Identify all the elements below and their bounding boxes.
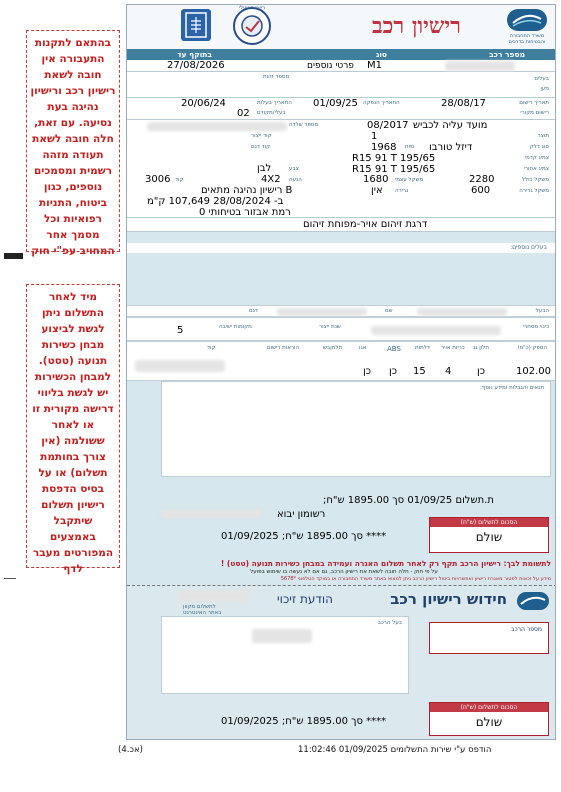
grid-redacted: [135, 360, 225, 372]
id-label: מספר זהות: [263, 74, 290, 80]
header-bar: [127, 49, 556, 60]
stub-amount-box: [429, 702, 549, 736]
frontal-value: אין: [371, 185, 383, 196]
payment-line-2: רשומון יבוא: [277, 509, 326, 520]
tow-value: 600: [471, 185, 491, 196]
seats-label: מקומות ישיבה: [219, 324, 252, 330]
renewal-subtitle: הודעת זיכוי: [277, 592, 334, 606]
for-payment-label: לתשלום מקוון: [183, 604, 216, 610]
reg-date-value: 28/08/17: [441, 98, 486, 109]
engine-value: דיזל טורבו: [429, 142, 473, 153]
col-header-0: חלון גג: [473, 345, 489, 351]
tire-rear-value: R15 91 T 195/65: [352, 164, 436, 175]
ministry-logo-icon: [507, 9, 547, 31]
color-value: לבן: [257, 163, 272, 174]
col-header-3: ABS: [387, 345, 401, 353]
license-document: [126, 4, 556, 740]
warning-line-2: על פי חוק - חלה חובה לשאת את רישיון הרכב, גם אם לא נעשה בו שימוש בפועל: [250, 569, 438, 575]
payment-amount-line: **** סך 1895.00 ש"ח; 01/09/2025: [221, 531, 387, 542]
col-value-2: 15: [413, 366, 426, 377]
license-code-label: קוד: [175, 177, 184, 183]
engine-capacity-label: נפח: [405, 144, 415, 150]
col-header-2: דלתות: [415, 345, 430, 351]
model-label: דגם: [249, 308, 258, 314]
stub-left-redacted: [177, 590, 249, 602]
issue-date-label: התאריך הנפקה: [363, 100, 400, 106]
tire-front-value: R15 91 T 195/65: [352, 153, 436, 164]
renewal-title: חידוש רישיון רכב: [390, 590, 507, 608]
document-title: רישיון רכב: [372, 13, 461, 39]
col-value-4: כן: [363, 366, 372, 377]
license-row-1: [127, 60, 556, 72]
engine-capacity-value: 1968: [371, 142, 397, 153]
vehicle-number-redacted: [445, 61, 515, 71]
col-header-7: קוד: [207, 345, 216, 351]
model-year-label: שנת ייצור: [319, 324, 341, 330]
chassis-label: מספר שלדה: [289, 122, 319, 128]
stub-amount-line: **** סך 1895.00 ש"ח; 01/09/2025: [221, 716, 387, 727]
license-code-value: 3006: [145, 174, 171, 185]
address-label: מען: [540, 86, 549, 92]
producer-code-label: קוד ייצור: [251, 133, 272, 139]
bar-vehicle-number: מספר רכב: [489, 50, 525, 59]
owner-redacted: [277, 308, 367, 316]
legal-note-top: בהתאם לתקנות התעבורה אין חובה לשאת רישיון רכב ורישיון נהיגה בעת נסיעה. עם זאת, חלה חובה לשאת תעודה מזהה רשמית ומסמכים נוספים, כגון ביטוח, התניות רפואיות וכל מסמך אחר המחויב עפ"י חוק: [26, 30, 120, 252]
emblem-icon: [181, 9, 211, 41]
engine-label: סוג דלק: [529, 144, 549, 150]
stub-owner-redacted: [252, 629, 312, 643]
license-row-tech: [127, 120, 556, 218]
tow-label: משקל גרירה: [519, 188, 549, 194]
valid-until-value: 27/08/2026: [167, 60, 225, 71]
col-header-1: כריות אויר: [441, 345, 465, 351]
payment-box-label: הסכום לתשלום (ש"ח): [430, 518, 548, 527]
pollution-row: [127, 218, 556, 232]
km-line: ב- 28/08/2024 107,649 ק"מ: [147, 196, 284, 207]
type-value: M1: [367, 60, 382, 71]
site-label: באתר האינטרנט: [183, 610, 222, 616]
side-mark: [4, 253, 23, 259]
owner-date-label: התאריך בעלות: [257, 100, 292, 106]
owner-date-value: 20/06/24: [181, 98, 226, 109]
details-row-top: [127, 305, 556, 317]
tire-front-label: צמיג קדמי: [524, 155, 549, 161]
name-redacted: [417, 308, 507, 316]
weight-value: 2280: [469, 174, 495, 185]
details-grid: [127, 341, 556, 381]
renewal-stub: [127, 585, 556, 740]
climb-value: 08/2017: [367, 120, 409, 131]
side-tick: [4, 578, 16, 579]
import-redacted: [161, 509, 261, 518]
model-code-label: קוד דגם: [251, 144, 271, 150]
test-note-bottom: מיד לאחר התשלום ניתן לגשת לביצוע מבחן כשירות תנועה (טסט). למבחן הכשירות יש לגשת בליווי דרישה מקורית זו או לאחר ששולמה (אין צורך בחותמת תשלום) או על בסיס הדפסת רישיון תשלום שיתקבל באמצעים המפורטים מעבר לדף: [26, 284, 120, 568]
ministry-name: משרד התחבורה והבטיחות בדרכים: [508, 33, 546, 45]
extra-owners-row: [127, 243, 556, 253]
stub-vehicle-number-label: מספר הרכב: [511, 626, 542, 633]
own-weight-label: משקל עצמי: [395, 177, 424, 183]
commercial-redacted: [371, 326, 501, 335]
hp-label: הספק (כ"ס): [517, 345, 547, 351]
weight-label: משקל כולל: [521, 177, 549, 183]
drive-label: הנעה: [289, 177, 302, 183]
reg-source-label: רישום מקורי: [520, 110, 549, 116]
extra-owners-label: בעלים נוספים:: [510, 244, 547, 251]
bar-valid-until: בתוקף עד: [177, 50, 212, 59]
seats-value: 5: [177, 325, 184, 336]
col-header-4: אגו: [359, 345, 367, 351]
commercial-label: כינוי מסחרי: [522, 324, 549, 330]
details-row-seats: [127, 317, 556, 341]
tire-rear-label: צמיג אחורי: [523, 166, 549, 172]
holders-label: בעלי/מקודם: [257, 110, 286, 116]
footer-code: (אכ.4): [118, 745, 143, 755]
stub-box-value: שולם: [475, 715, 503, 729]
name-label: שם: [385, 308, 393, 314]
payment-line-1: ת.תשלום 01/09/25 סך 1895.00 ש"ח;: [323, 495, 494, 506]
stub-owner-panel: [161, 616, 409, 694]
pollution-line: דרגת זיהום אויר-מפוחת זיהום: [303, 219, 428, 230]
safety-line: רמת אבזור בטיחותי 0: [199, 207, 291, 218]
badge-text: רישוי דיגיטלי: [239, 5, 265, 11]
stub-box-label: הסכום לתשלום (ש"ח): [430, 703, 548, 712]
owner-label: הבעל: [535, 308, 549, 314]
stub-vehicle-number-box: [429, 622, 549, 654]
col-value-1: 4: [445, 366, 452, 377]
payment-amount-box: [429, 517, 549, 553]
hp-value: 102.00: [516, 366, 551, 377]
col-value-3: כן: [389, 366, 398, 377]
frontal-label: גרירה: [395, 188, 409, 194]
license-row-dates: [127, 98, 556, 120]
digital-license-badge-icon: [233, 7, 271, 45]
own-weight-value: 1680: [363, 174, 389, 185]
reg-date-label: תאריך רישום: [519, 100, 549, 106]
drive-value: 4X2: [261, 174, 281, 185]
footer-printed-by: הודפס ע"י שירות התשלומים 01/09/2025 11:02:46: [298, 745, 492, 755]
payment-box-value: שולם: [475, 530, 503, 544]
remarks-label: תנאים והגבלות ומידע נוסף:: [480, 385, 544, 391]
climb-label: מועד עליה לכביש: [413, 120, 488, 131]
remarks-panel: [161, 381, 551, 477]
chassis-redacted: [147, 122, 287, 131]
stub-owner-label: בעל הרכב: [377, 620, 402, 626]
holders-value: 02: [237, 108, 250, 119]
model-number-value: 1: [371, 131, 378, 142]
col-header-5: חלוקבש: [323, 345, 343, 351]
bar-type: סוג: [375, 50, 387, 59]
warning-line-1: לתשומת לבך: רישיון הרכב תקף רק לאחר תשלום האגרה ועמידה במבחן כשירות תנועה (טסט) !: [220, 559, 551, 568]
license-row-owners: [127, 72, 556, 98]
col-header-6: הוראות רישום: [267, 345, 300, 351]
col-value-0: כן: [477, 366, 486, 377]
document-header: [127, 5, 556, 49]
issue-date-value: 01/09/25: [313, 98, 358, 109]
warning-line-3: מידע על זכאות לפטור מאגרת רישיון ואפשרויות ביטול רישיון הרכב ניתן למצוא באתר משרד התחבורה או במוקד הטלפוני *5678: [280, 576, 551, 582]
stub-ministry-logo-icon: [517, 592, 549, 610]
color-label: צבע: [289, 166, 299, 172]
producer-label: תוצר: [537, 133, 549, 139]
license-type-value: רישיון נהיגה מתאים B: [201, 185, 293, 196]
extra-details: פרטי נוספים: [307, 61, 354, 71]
owners-label: בעלים: [534, 76, 549, 82]
